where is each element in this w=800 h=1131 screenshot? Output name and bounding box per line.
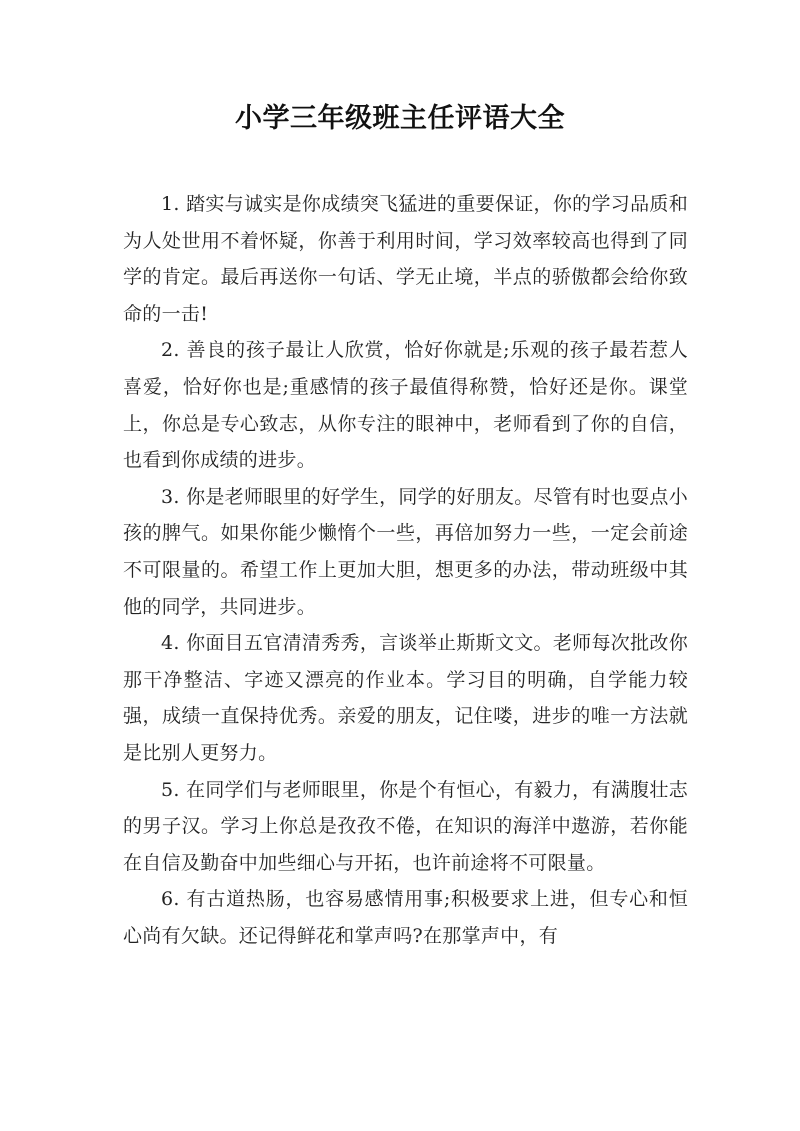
paragraph-4: 4. 你面目五官清清秀秀，言谈举止斯斯文文。老师每次批改你那干净整洁、字迹又漂亮的作业本。学习目的明确，自学能力较强，成绩一直保持优秀。亲爱的朋友，记住喽，进步的唯一方法就是比别人更努力。 xyxy=(123,632,688,764)
paragraph-5: 5. 在同学们与老师眼里，你是个有恒心，有毅力，有满腹壮志的男子汉。学习上你总是孜孜不倦，在知识的海洋中遨游，若你能在自信及勤奋中加些细心与开拓，也许前途将不可限量。 xyxy=(123,778,688,874)
paragraph-2: 2. 善良的孩子最让人欣赏，恰好你就是;乐观的孩子最若惹人喜爱，恰好你也是;重感情的孩子最值得称赞，恰好还是你。课堂上，你总是专心致志，从你专注的眼神中，老师看到了你的自信，也看到你成绩的进步。 xyxy=(123,339,688,472)
document-body xyxy=(123,186,688,954)
page-title: 小学三年级班主任评语大全 xyxy=(235,103,565,134)
paragraph-6: 6. 有古道热肠，也容易感情用事;积极要求上进，但专心和恒心尚有欠缺。还记得鲜花和掌声吗?在那掌声中，有 xyxy=(123,888,688,947)
paragraph-3: 3. 你是老师眼里的好学生，同学的好朋友。尽管有时也耍点小孩的脾气。如果你能少懒惰个一些，再倍加努力一些，一定会前途不可限量的。希望工作上更加大胆，想更多的办法，带动班级中其他的同学，共同进步。 xyxy=(123,485,688,618)
paragraph-1: 1. 踏实与诚实是你成绩突飞猛进的重要保证，你的学习品质和为人处世用不着怀疑，你善于利用时间，学习效率较高也得到了同学的肯定。最后再送你一句话、学无止境，半点的骄傲都会给你致命的一击! xyxy=(123,193,688,325)
